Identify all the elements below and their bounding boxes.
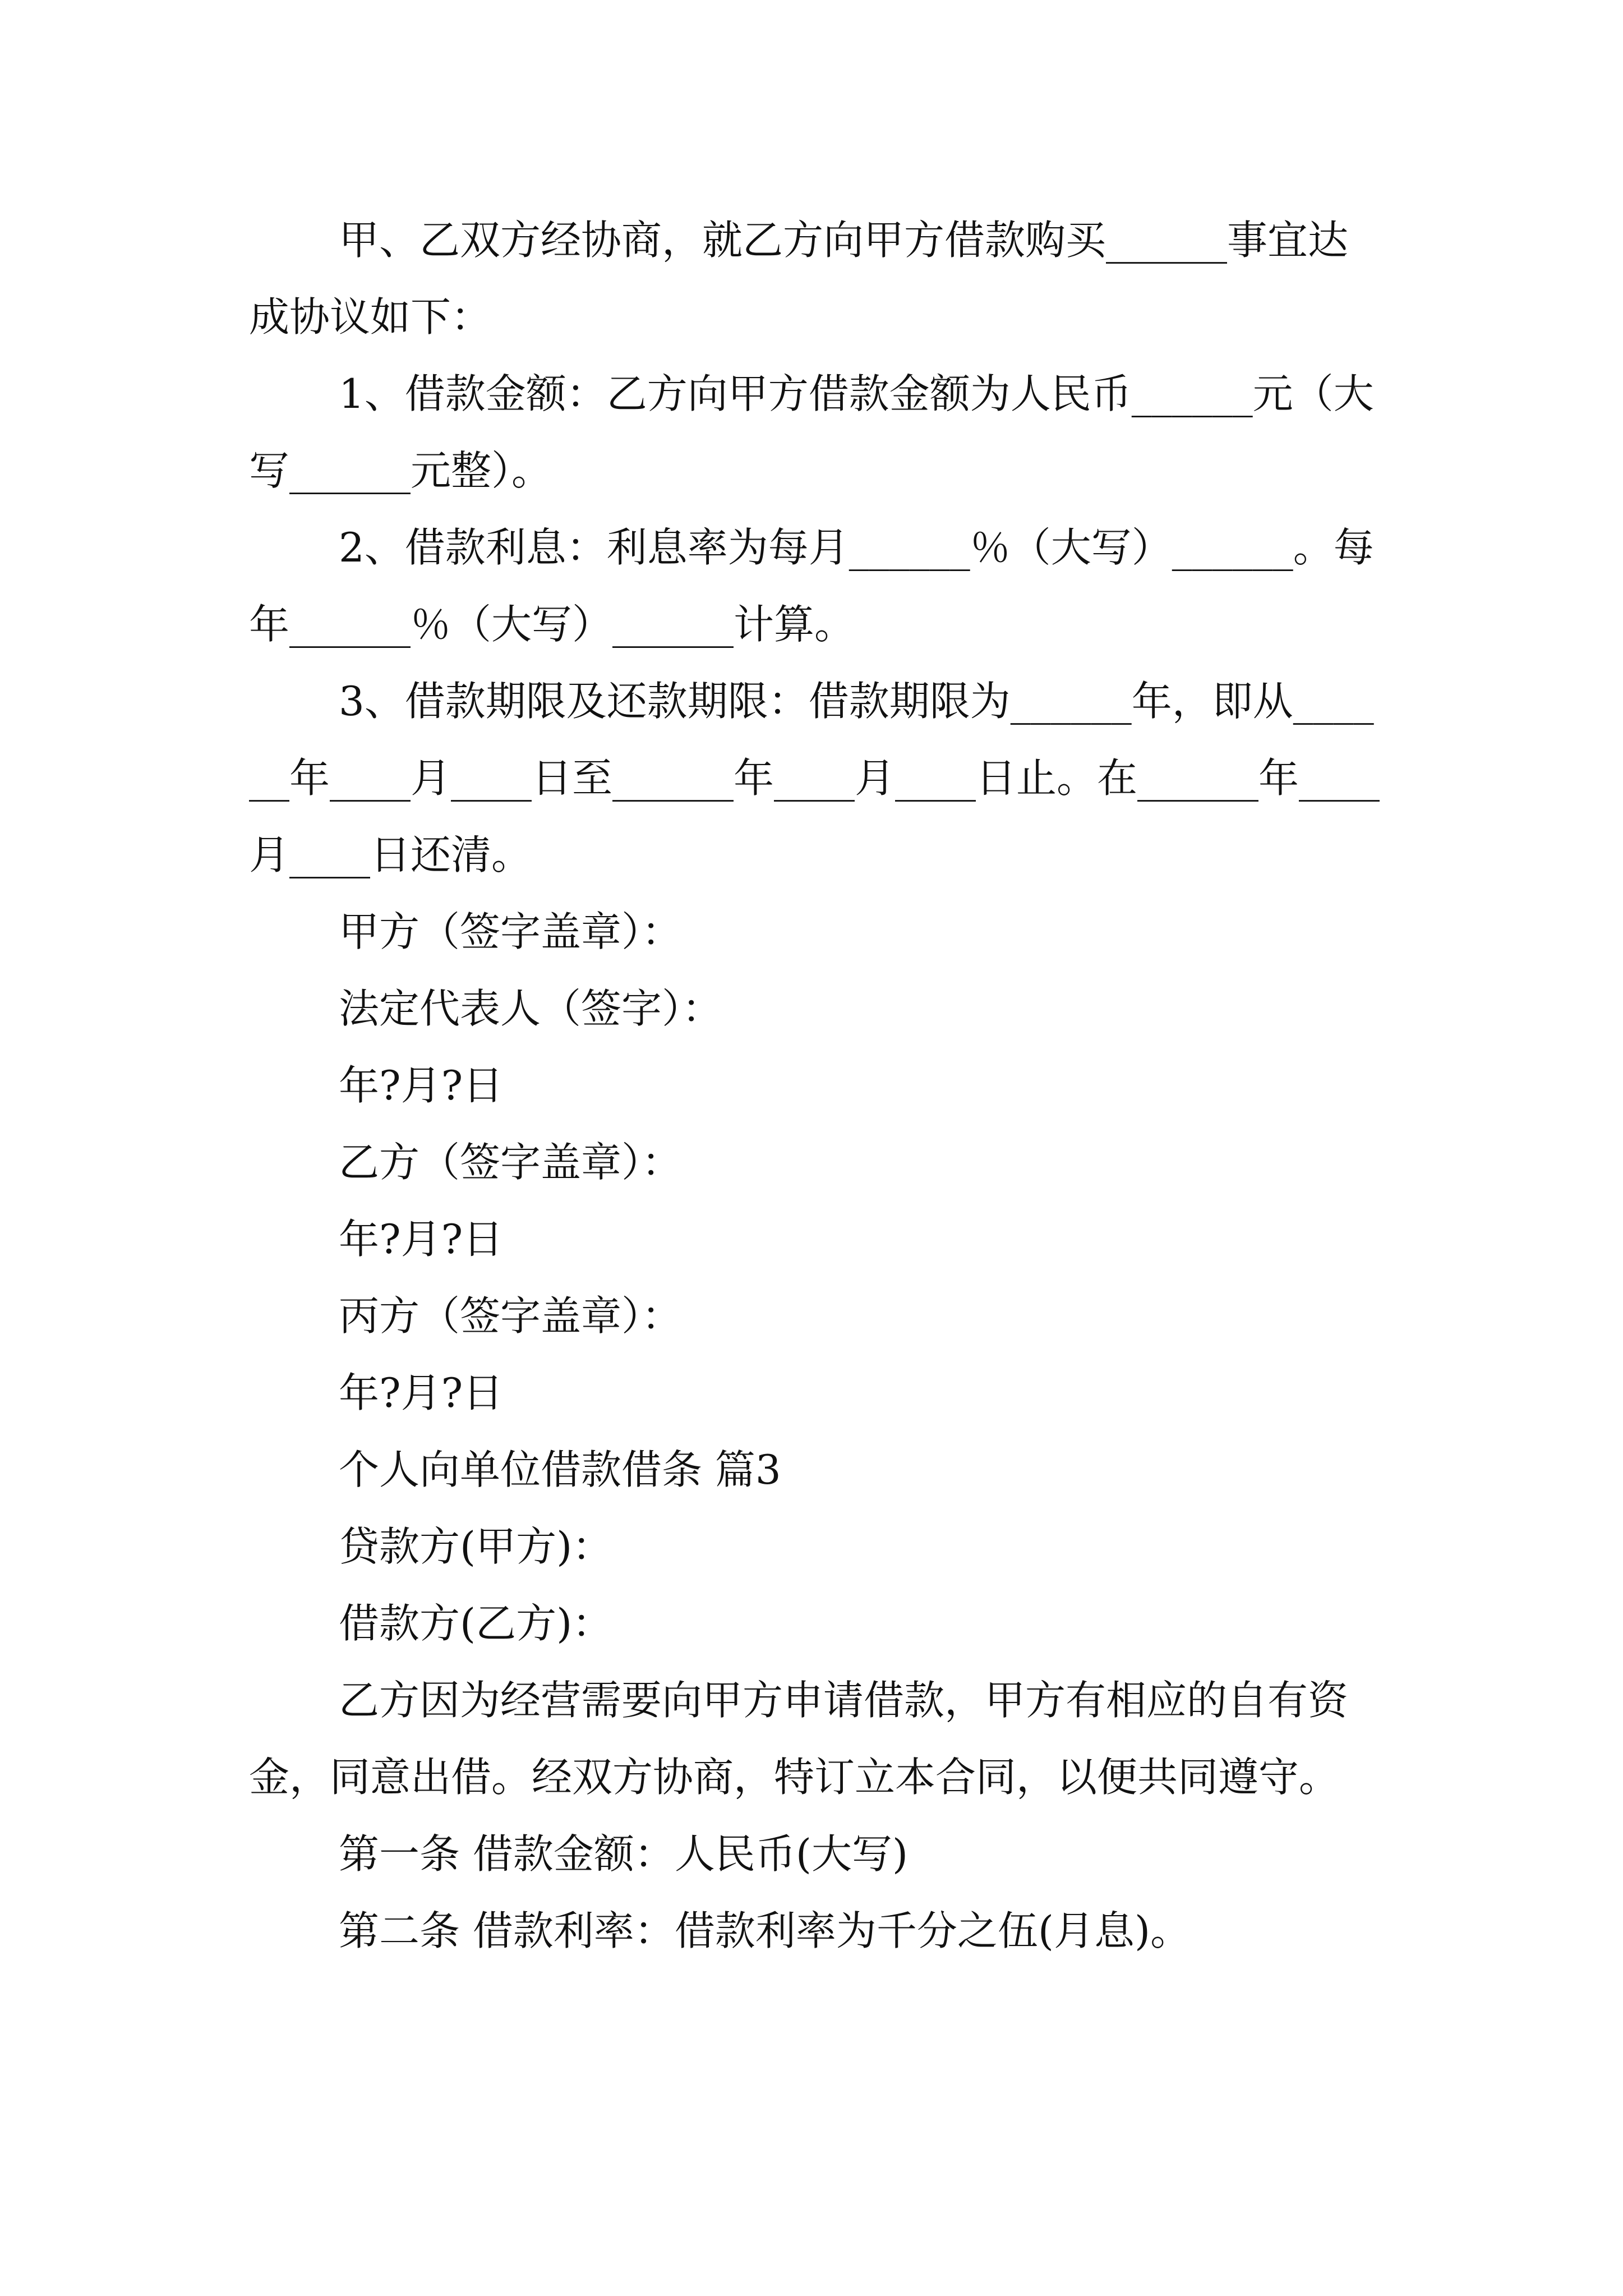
intro-paragraph: 甲、乙双方经协商，就乙方向甲方借款购买______事宜达成协议如下：: [249, 217, 1349, 341]
section-heading: 个人向单位借款借条 篇3: [339, 1446, 781, 1493]
contract-purpose-paragraph: 乙方因为经营需要向甲方申请借款，甲方有相应的自有资金，同意出借。经双方协商，特订立本合同，以便共同遵守。: [249, 1677, 1349, 1801]
clause-loan-term: 3、借款期限及还款期限：借款期限为______年，即从______年____月____日至______年____月____日止。在______年____月____日还清。: [249, 678, 1380, 878]
article-one: 第一条 借款金额：人民币(大写): [339, 1830, 909, 1878]
date-line: 年?月?日: [339, 1369, 504, 1416]
lender-line: 贷款方(甲方)：: [339, 1523, 613, 1570]
party-b-signature: 乙方（签字盖章）：: [339, 1139, 683, 1186]
party-a-signature: 甲方（签字盖章）：: [339, 908, 683, 955]
date-line: 年?月?日: [339, 1216, 504, 1263]
legal-representative-signature: 法定代表人（签字）：: [339, 985, 723, 1032]
date-line: 年?月?日: [339, 1062, 504, 1109]
clause-loan-amount: 1、借款金额：乙方向甲方借款金额为人民币______元（大写______元整）。: [249, 370, 1374, 494]
document-body: [249, 202, 1387, 1970]
clause-loan-interest: 2、借款利息：利息率为每月______％（大写）______。每年______％（大写）______计算。: [249, 524, 1374, 648]
party-c-signature: 丙方（签字盖章）：: [339, 1292, 683, 1340]
borrower-line: 借款方(乙方)：: [339, 1600, 613, 1647]
article-two: 第二条 借款利率：借款利率为千分之伍(月息)。: [339, 1907, 1191, 1954]
